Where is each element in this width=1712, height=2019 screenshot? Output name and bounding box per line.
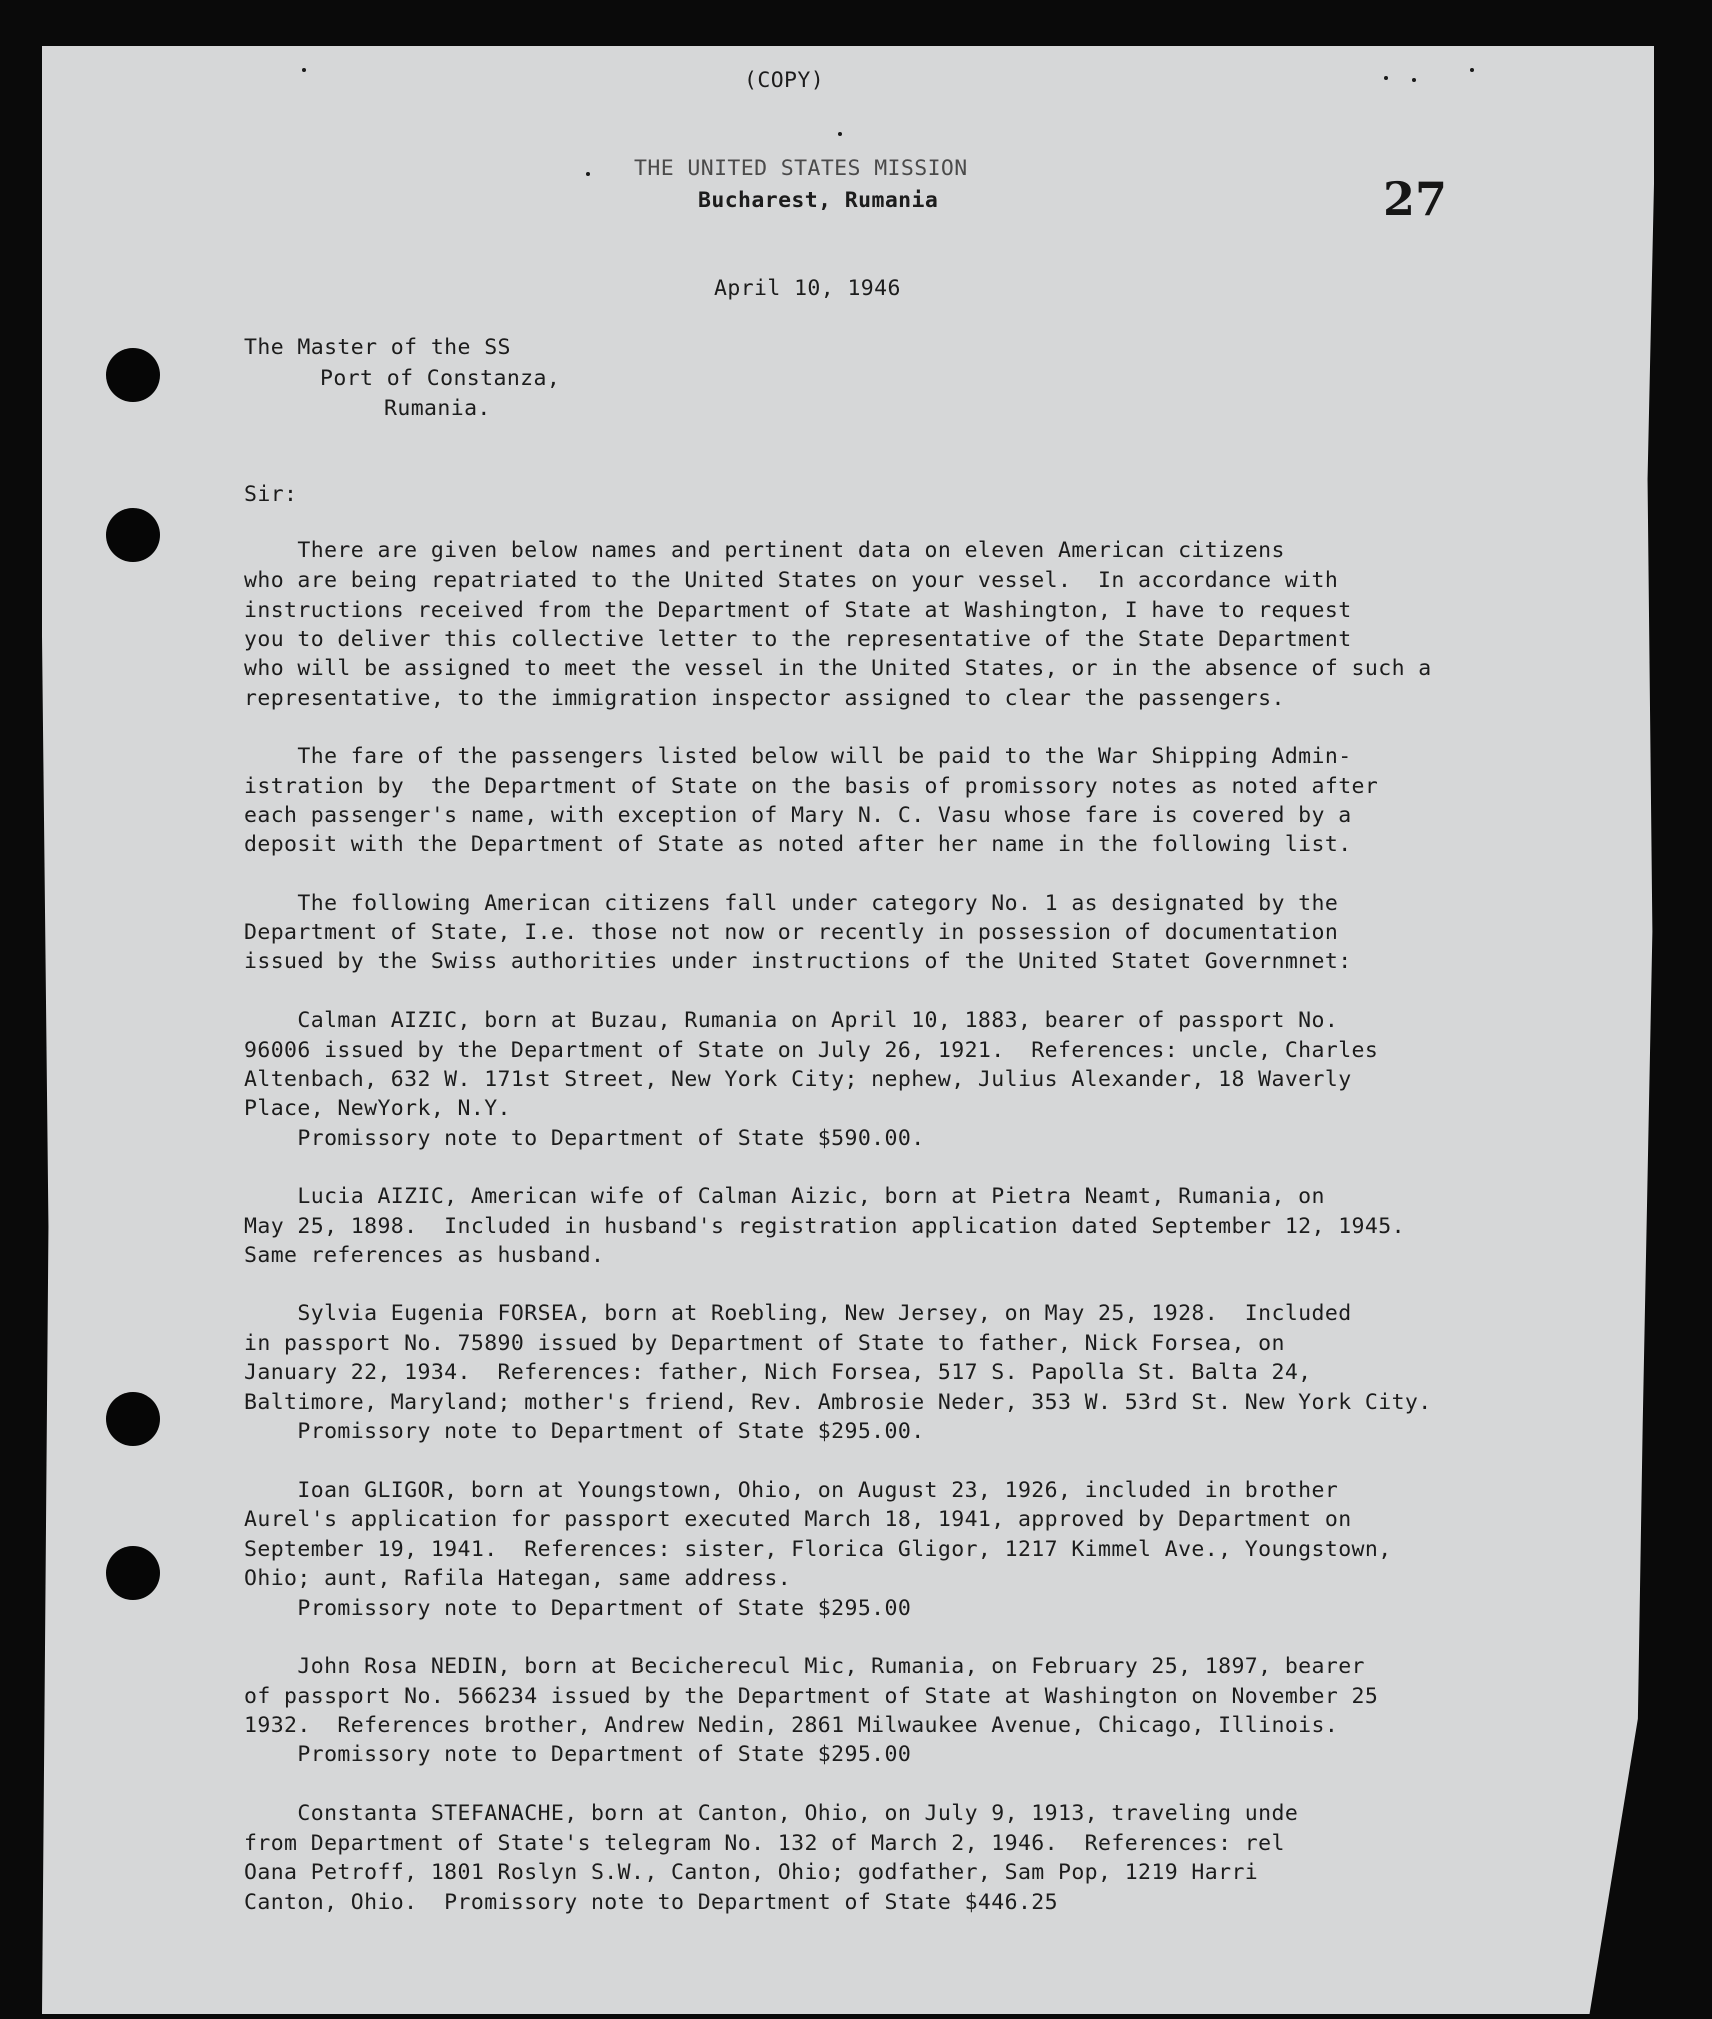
speck-mark (1412, 78, 1416, 82)
speck-mark (1384, 76, 1388, 80)
letter-date: April 10, 1946 (714, 276, 901, 301)
salutation: Sir: (244, 482, 298, 507)
speck-mark (1470, 68, 1474, 72)
punch-hole (106, 1546, 160, 1600)
mission-heading: THE UNITED STATES MISSION (634, 156, 968, 181)
speck-mark (586, 172, 590, 176)
punch-hole (106, 508, 160, 562)
address-line: Port of Constanza, (320, 366, 561, 391)
punch-hole (106, 348, 160, 402)
copy-label: (COPY) (744, 68, 825, 93)
speck-mark (302, 68, 306, 72)
speck-mark (838, 132, 842, 136)
mission-location: Bucharest, Rumania (698, 188, 939, 213)
punch-hole (106, 1392, 160, 1446)
address-line: The Master of the SS (244, 335, 511, 360)
address-line: Rumania. (384, 396, 491, 421)
page-number: 27 (1383, 172, 1448, 226)
